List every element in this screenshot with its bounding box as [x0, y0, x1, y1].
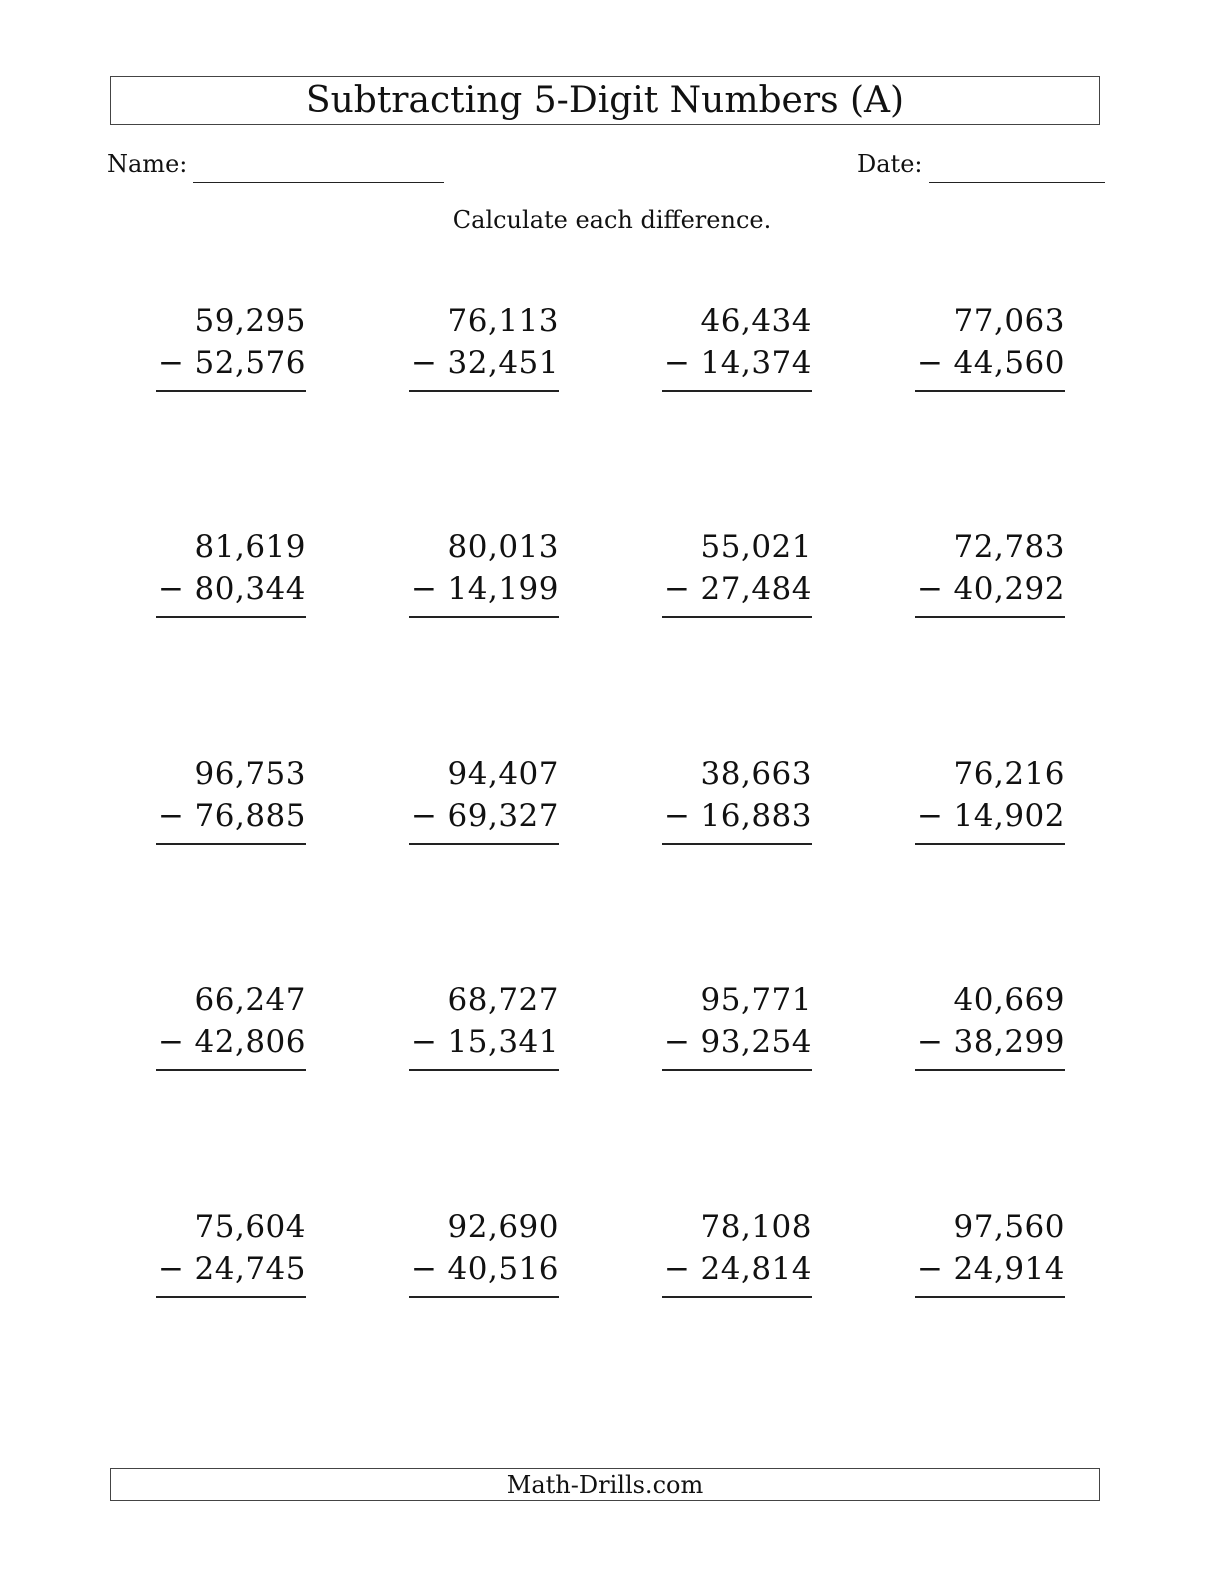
problem-12 [915, 756, 1065, 849]
minus-sign: − [411, 798, 437, 834]
minus-sign: − [664, 1024, 690, 1060]
answer-line [156, 616, 306, 618]
minuend: 55,021 [700, 529, 812, 565]
minus-sign: − [411, 1024, 437, 1060]
subtrahend: 40,516 [447, 1251, 559, 1287]
answer-line [915, 1069, 1065, 1071]
worksheet-title [110, 76, 1100, 125]
minus-sign: − [664, 798, 690, 834]
minuend: 59,295 [194, 303, 306, 339]
minus-sign: − [411, 571, 437, 607]
minuend: 66,247 [194, 982, 306, 1018]
answer-line [156, 843, 306, 845]
minus-sign: − [917, 798, 943, 834]
minus-sign: − [917, 345, 943, 381]
minus-sign: − [158, 1251, 184, 1287]
subtrahend: 24,814 [700, 1251, 812, 1287]
minus-sign: − [411, 1251, 437, 1287]
minuend: 68,727 [447, 982, 559, 1018]
answer-line [915, 1296, 1065, 1298]
minus-sign: − [664, 571, 690, 607]
problem-20 [915, 1209, 1065, 1302]
problem-16 [915, 982, 1065, 1075]
minuend: 38,663 [700, 756, 812, 792]
minuend: 77,063 [953, 303, 1065, 339]
minuend: 92,690 [447, 1209, 559, 1245]
minuend: 96,753 [194, 756, 306, 792]
problem-11 [662, 756, 812, 849]
minus-sign: − [664, 345, 690, 381]
subtrahend: 80,344 [194, 571, 306, 607]
answer-line [156, 390, 306, 392]
minus-sign: − [664, 1251, 690, 1287]
answer-line [409, 1296, 559, 1298]
subtrahend: 93,254 [700, 1024, 812, 1060]
minus-sign: − [158, 798, 184, 834]
minuend: 75,604 [194, 1209, 306, 1245]
name-label: Name: [107, 150, 188, 178]
problem-13 [156, 982, 306, 1075]
minuend: 81,619 [194, 529, 306, 565]
footer [110, 1468, 1100, 1501]
footer-text: Math-Drills.com [506, 1470, 704, 1499]
date-blank-line [929, 182, 1105, 183]
minuend: 46,434 [700, 303, 812, 339]
minus-sign: − [917, 1251, 943, 1287]
problem-15 [662, 982, 812, 1075]
minus-sign: − [158, 1024, 184, 1060]
answer-line [409, 843, 559, 845]
subtrahend: 15,341 [447, 1024, 559, 1060]
worksheet-title-text: Subtracting 5-Digit Numbers (A) [305, 79, 905, 121]
subtrahend: 40,292 [953, 571, 1065, 607]
problem-4 [915, 303, 1065, 396]
subtrahend: 14,902 [953, 798, 1065, 834]
minuend: 76,113 [447, 303, 559, 339]
subtrahend: 69,327 [447, 798, 559, 834]
minus-sign: − [158, 571, 184, 607]
subtrahend: 24,745 [194, 1251, 306, 1287]
problem-19 [662, 1209, 812, 1302]
problem-6 [409, 529, 559, 622]
problem-3 [662, 303, 812, 396]
minuend: 80,013 [447, 529, 559, 565]
problem-18 [409, 1209, 559, 1302]
instructions: Calculate each difference. [452, 206, 772, 234]
answer-line [409, 390, 559, 392]
answer-line [409, 616, 559, 618]
problem-10 [409, 756, 559, 849]
minus-sign: − [158, 345, 184, 381]
minuend: 97,560 [953, 1209, 1065, 1245]
problem-14 [409, 982, 559, 1075]
subtrahend: 16,883 [700, 798, 812, 834]
problem-7 [662, 529, 812, 622]
problem-9 [156, 756, 306, 849]
problem-5 [156, 529, 306, 622]
answer-line [156, 1296, 306, 1298]
answer-line [662, 616, 812, 618]
problem-8 [915, 529, 1065, 622]
answer-line [915, 390, 1065, 392]
subtrahend: 38,299 [953, 1024, 1065, 1060]
subtrahend: 52,576 [194, 345, 306, 381]
subtrahend: 27,484 [700, 571, 812, 607]
name-blank-line [193, 182, 444, 183]
minuend: 76,216 [953, 756, 1065, 792]
answer-line [409, 1069, 559, 1071]
minuend: 78,108 [700, 1209, 812, 1245]
minus-sign: − [917, 1024, 943, 1060]
minuend: 40,669 [953, 982, 1065, 1018]
subtrahend: 76,885 [194, 798, 306, 834]
subtrahend: 24,914 [953, 1251, 1065, 1287]
subtrahend: 32,451 [447, 345, 559, 381]
answer-line [662, 1069, 812, 1071]
answer-line [662, 843, 812, 845]
minuend: 72,783 [953, 529, 1065, 565]
answer-line [915, 843, 1065, 845]
subtrahend: 44,560 [953, 345, 1065, 381]
date-label: Date: [857, 150, 923, 178]
answer-line [662, 1296, 812, 1298]
minuend: 94,407 [447, 756, 559, 792]
minus-sign: − [411, 345, 437, 381]
problem-17 [156, 1209, 306, 1302]
answer-line [662, 390, 812, 392]
subtrahend: 42,806 [194, 1024, 306, 1060]
minuend: 95,771 [700, 982, 812, 1018]
answer-line [156, 1069, 306, 1071]
minus-sign: − [917, 571, 943, 607]
subtrahend: 14,199 [447, 571, 559, 607]
answer-line [915, 616, 1065, 618]
subtrahend: 14,374 [700, 345, 812, 381]
problem-1 [156, 303, 306, 396]
problem-2 [409, 303, 559, 396]
